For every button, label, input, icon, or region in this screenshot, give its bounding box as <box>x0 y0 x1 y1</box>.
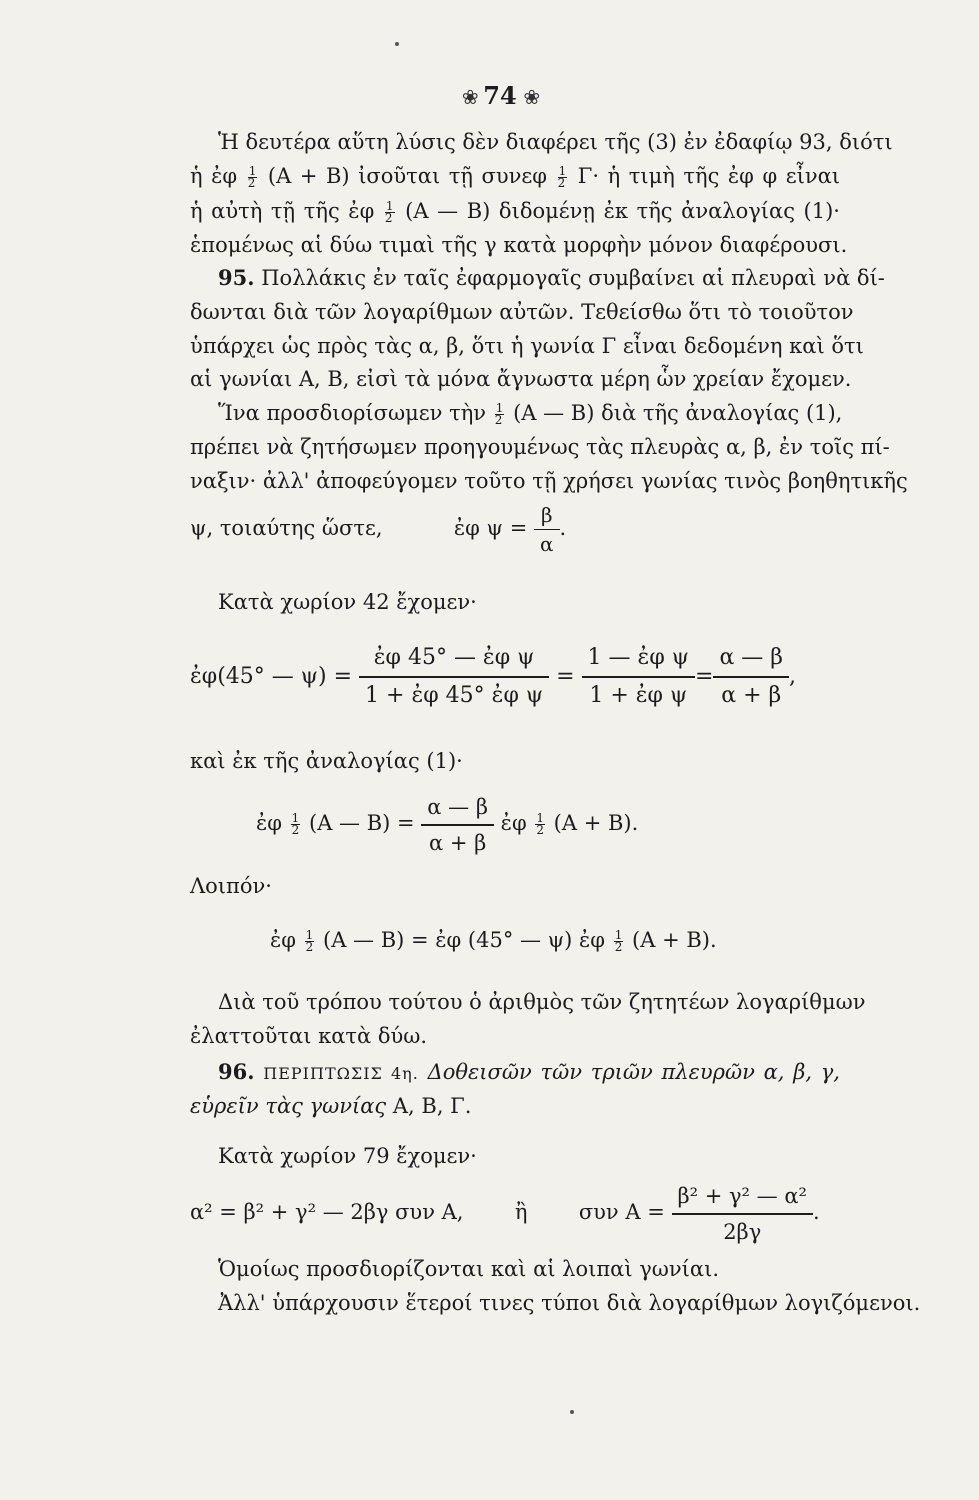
equals-sign: = <box>556 664 575 689</box>
equation-lhs: ἐφ(45° — ψ) = <box>190 664 353 689</box>
text-fragment: ἐφ <box>256 811 282 835</box>
section-95-line: αἱ γωνίαι Α, Β, εἰσὶ τὰ μόνα ἄγνωστα μέρη ὧν χρείαν ἔχομεν. <box>190 367 852 391</box>
page-header <box>430 82 570 111</box>
paragraph-line <box>190 197 840 225</box>
beta-over-alpha-fraction: $\frac{\beta}{\alpha}$ <box>534 503 560 556</box>
therefore-word: Λοιπόν· <box>190 874 272 898</box>
one-half-fraction: $\frac{1}{2}$ <box>557 164 567 190</box>
text-fragment: (Α — Β) = <box>309 811 415 835</box>
fraction-2: $\frac{\text{1 — ἐφ ψ}}{\text{1 + ἐφ ψ}}$ <box>582 642 695 712</box>
section-95-line: πρέπει νὰ ζητήσωμεν προηγουμένως τὰς πλευρὰς α, β, ἐν τοῖς πί- <box>190 435 890 459</box>
closing-line: ἐλαττοῦται κατὰ δύω. <box>190 1024 428 1048</box>
proportion-equation <box>256 790 638 856</box>
text-fragment: (Α — Β) διδομένῃ ἐκ τῆς ἀναλογίας (1)· <box>405 199 840 223</box>
fraction-1: $\frac{\text{ἐφ 45° — ἐφ ψ}}{\text{1 + ἐφ 45° ἐφ ψ}}$ <box>359 642 549 712</box>
one-half-fraction: $\frac{1}{2}$ <box>291 811 300 837</box>
alpha-beta-fraction: $\frac{\alpha — \beta}{\alpha + \beta}$ <box>421 792 494 858</box>
ornament-right-icon: ❀ <box>523 85 539 109</box>
text-fragment: ἡ αὐτὴ τῇ τῆς ἐφ <box>190 199 375 223</box>
text-fragment: Πολλάκις ἐν ταῖς ἐφαρμογαῖς συμβαίνει αἱ πλευραὶ νὰ δί- <box>261 266 885 290</box>
section-number: 96. <box>218 1059 255 1084</box>
section-96-line <box>190 1092 471 1120</box>
paragraph-line: Ἡ δευτέρα αὕτη λύσις δὲν διαφέρει τῆς (3) ἐν ἐδαφίῳ 93, διότι <box>218 130 893 154</box>
text-fragment: Ἵνα προσδιορίσωμεν τὴν <box>218 401 487 425</box>
text-fragment: α² = β² + γ² — 2βγ συν Α, <box>190 1200 464 1224</box>
text-fragment: ἢ <box>514 1200 528 1224</box>
cosine-rule-equation: α² = β² + γ² — 2βγ συν Α, ἢ συν Α = $\frac{\text{β² + γ² — α²}}{2\beta\gamma}$ . <box>190 1180 820 1244</box>
text-fragment: ἐφ <box>270 928 296 952</box>
section-95-line <box>218 264 885 292</box>
text-fragment: (Α — Β) διὰ τῆς ἀναλογίας (1), <box>513 401 843 425</box>
text-fragment: συν Α = <box>578 1200 665 1224</box>
paper-speck <box>395 42 399 46</box>
section-95-line <box>218 399 843 427</box>
proportion-line: καὶ ἐκ τῆς ἀναλογίας (1)· <box>190 749 463 773</box>
other-formulas-line: Ἀλλ' ὑπάρχουσιν ἕτεροί τινες τύποι διὰ λογαρίθμων λογιζόμενοι. <box>218 1291 921 1315</box>
text-fragment: (Α + Β). <box>553 811 639 835</box>
one-half-fraction: $\frac{1}{2}$ <box>384 199 394 225</box>
tangent-difference-equation: ἐφ(45° — ψ) = $\frac{\text{ἐφ 45° — ἐφ ψ}}{\text{1 + ἐφ 45° ἐφ ψ}}$ = $\frac{\text{1 — ἐφ ψ}}{\text{1 + ἐφ ψ}}$ = $\frac{\alpha — \beta}{\alpha + \beta}$ , <box>190 642 796 712</box>
case-label: ΠΕΡΙΠΤΩΣΙΣ 4η. <box>263 1064 419 1083</box>
text-fragment: (Α + Β) ἰσοῦται τῇ συνεφ <box>267 164 547 188</box>
ornament-left-icon: ❀ <box>461 85 477 109</box>
closing-line: Διὰ τοῦ τρόπου τούτου ὁ ἀριθμὸς τῶν ζητητέων λογαρίθμων <box>218 990 866 1014</box>
section-95-line: ναξιν· ἀλλ' ἀποφεύγομεν τοῦτο τῇ χρήσει γωνίας τινὸς βοηθητικῆς <box>190 469 908 493</box>
paragraph-line: ἑπομένως αἱ δύω τιμαὶ τῆς γ κατὰ μορφὴν μόνον διαφέρουσι. <box>190 233 848 257</box>
paper-speck <box>570 1410 574 1414</box>
page-number: 74 <box>483 81 517 110</box>
text-fragment: (Α + Β). <box>632 928 717 952</box>
one-half-fraction: $\frac{1}{2}$ <box>536 811 544 837</box>
text-fragment: Α, Β, Γ. <box>392 1094 472 1118</box>
one-half-fraction: $\frac{1}{2}$ <box>305 928 314 954</box>
chorion-79-line: Κατὰ χωρίον 79 ἔχομεν· <box>218 1144 477 1168</box>
text-fragment: (Α — Β) = ἐφ (45° — ψ) ἐφ <box>323 928 606 952</box>
text-fragment: ἐφ <box>500 811 527 835</box>
section-96-heading <box>218 1058 840 1088</box>
text-fragment: εὑρεῖν τὰς γωνίας <box>190 1094 387 1118</box>
section-95-line: ὑπάρχει ὡς πρὸς τὰς α, β, ὅτι ἡ γωνία Γ εἶναι δεδομένη καὶ ὅτι <box>190 334 864 358</box>
case-title: Δοθεισῶν τῶν τριῶν πλευρῶν α, β, γ, <box>427 1060 840 1084</box>
text-fragment: ψ, τοιαύτης ὥστε, <box>190 516 383 540</box>
equals-sign: = <box>695 664 714 689</box>
text-fragment: ἡ ἐφ <box>190 164 238 188</box>
similarly-line: Ὁμοίως προσδιορίζονται καὶ αἱ λοιπαὶ γωνίαι. <box>218 1257 720 1281</box>
text-fragment: ἐφ ψ = <box>453 516 528 540</box>
one-half-fraction: $\frac{1}{2}$ <box>494 401 504 427</box>
section-number: 95. <box>218 265 255 290</box>
one-half-fraction: $\frac{1}{2}$ <box>247 164 257 190</box>
section-95-line: δωνται διὰ τῶν λογαρίθμων αὐτῶν. Τεθείσθω ὅτι τὸ τοιοῦτον <box>190 300 854 324</box>
fraction-3: $\frac{\alpha — \beta}{\alpha + \beta}$ <box>713 642 789 712</box>
auxiliary-angle-definition: ψ, τοιαύτης ὥστε, ἐφ ψ = $\frac{\beta}{\alpha}$ . <box>190 503 567 556</box>
chorion-42-line: Κατὰ χωρίον 42 ἔχομεν· <box>218 590 477 614</box>
text-fragment: Γ· ἡ τιμὴ τῆς ἐφ φ εἶναι <box>577 164 840 188</box>
final-equation <box>270 926 717 954</box>
one-half-fraction: $\frac{1}{2}$ <box>614 928 623 954</box>
cosine-fraction: $\frac{\text{β² + γ² — α²}}{2\beta\gamma}$ <box>672 1181 813 1247</box>
paragraph-line <box>190 162 840 190</box>
